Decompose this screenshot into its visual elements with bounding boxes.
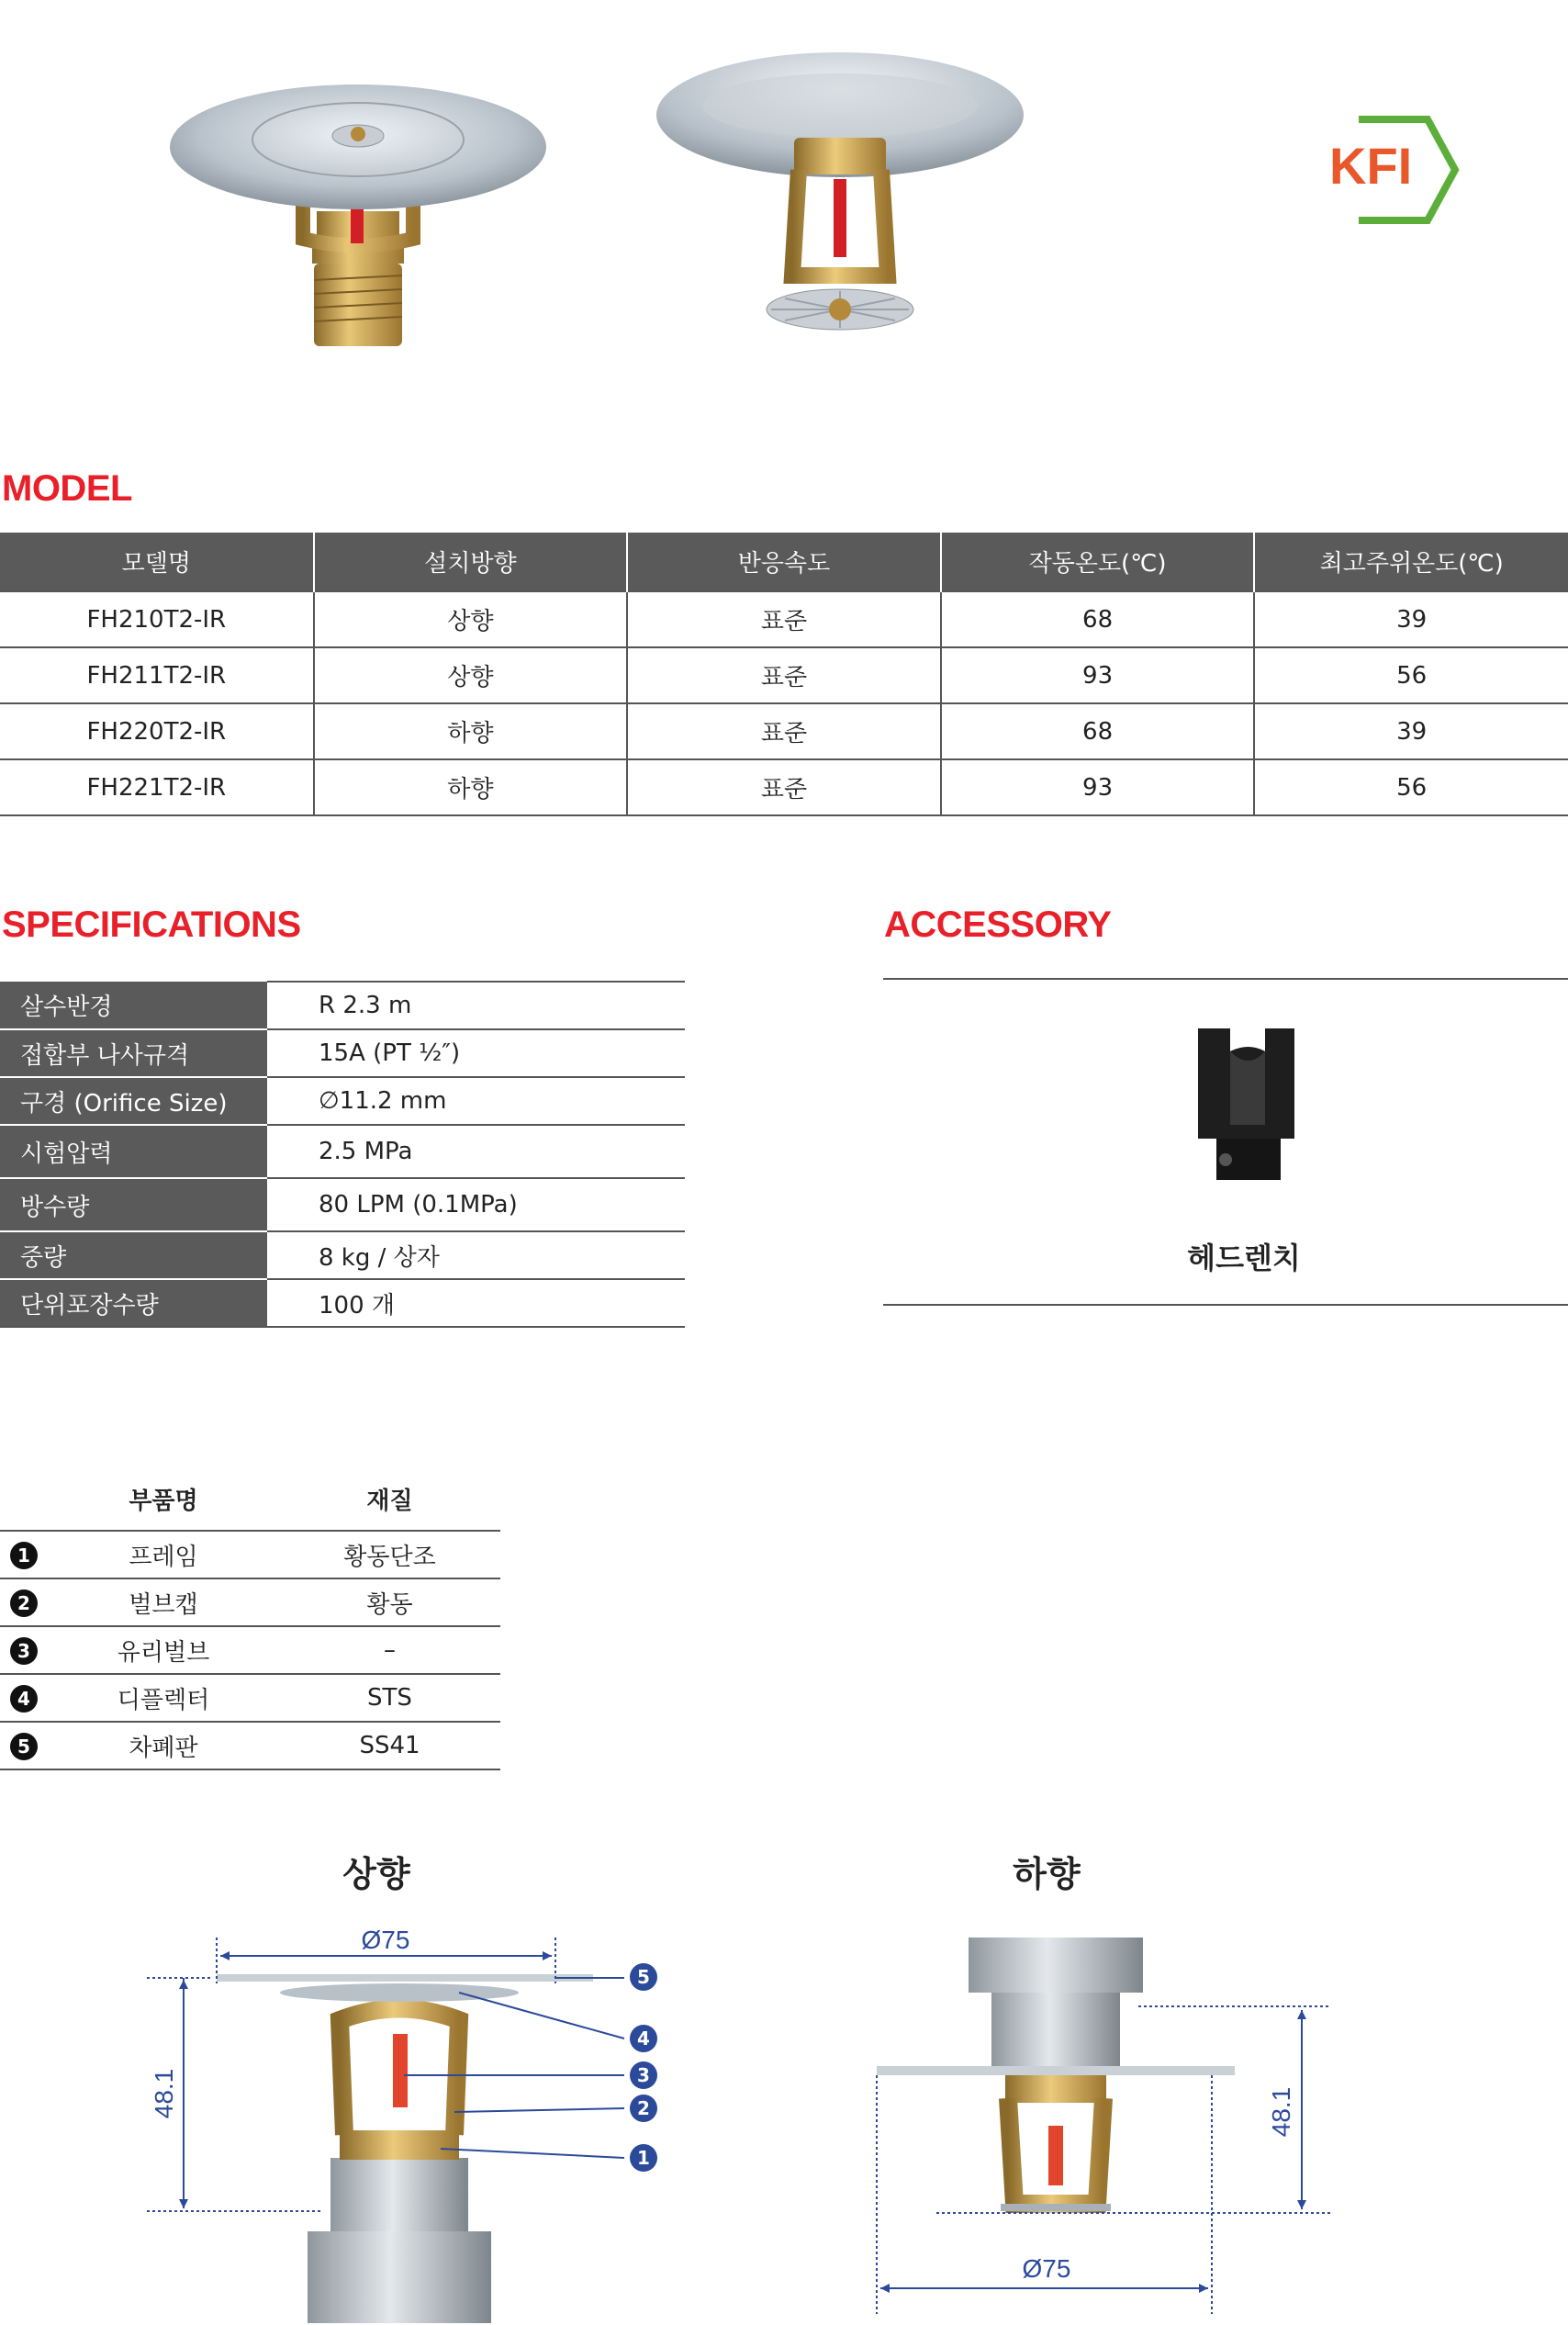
spec-key: 살수반경 bbox=[0, 982, 267, 1029]
callout-badge: 5 bbox=[630, 1963, 657, 1991]
pendent-diagram bbox=[863, 1928, 1340, 2323]
part-name: 벌브캡 bbox=[48, 1578, 279, 1626]
model-table bbox=[0, 533, 1568, 816]
part-number-badge: 3 bbox=[10, 1637, 38, 1665]
table-row bbox=[0, 703, 1568, 759]
model-cell: 표준 bbox=[627, 759, 941, 815]
table-row bbox=[0, 1077, 685, 1125]
callout-badge: 4 bbox=[630, 2025, 657, 2052]
model-cell: 표준 bbox=[627, 647, 941, 703]
table-row bbox=[0, 1029, 685, 1077]
accessory-item-label: 헤드렌치 bbox=[1187, 1241, 1301, 1275]
spec-key: 구경 (Orifice Size) bbox=[0, 1077, 267, 1125]
model-cell: FH210T2-IR bbox=[0, 591, 314, 647]
table-row bbox=[0, 759, 1568, 815]
accessory-bottom-rule bbox=[883, 1304, 1568, 1306]
model-cell: 하향 bbox=[314, 759, 628, 815]
model-cell: 56 bbox=[1254, 759, 1568, 815]
model-cell: 68 bbox=[941, 703, 1255, 759]
model-cell: FH220T2-IR bbox=[0, 703, 314, 759]
model-cell: 56 bbox=[1254, 647, 1568, 703]
part-name: 프레임 bbox=[48, 1531, 279, 1578]
model-cell: 93 bbox=[941, 759, 1255, 815]
part-number-badge: 2 bbox=[10, 1589, 38, 1617]
model-cell: 39 bbox=[1254, 703, 1568, 759]
model-header: 작동온도(℃) bbox=[941, 533, 1255, 591]
upright-sprinkler-photo bbox=[156, 55, 560, 376]
model-header: 설치방향 bbox=[314, 533, 628, 591]
model-cell: 상향 bbox=[314, 591, 628, 647]
model-cell: 표준 bbox=[627, 591, 941, 647]
parts-header: 재질 bbox=[279, 1467, 500, 1531]
pendent-diameter-label: Ø75 bbox=[1022, 2254, 1071, 2283]
accessory-top-rule bbox=[883, 978, 1568, 980]
model-title: MODEL bbox=[2, 468, 132, 509]
model-cell: FH211T2-IR bbox=[0, 647, 314, 703]
spec-key: 중량 bbox=[0, 1231, 267, 1279]
part-name: 차폐판 bbox=[48, 1722, 279, 1769]
part-material: – bbox=[279, 1626, 500, 1674]
upright-diagram bbox=[138, 1928, 689, 2323]
head-wrench-image bbox=[1184, 1024, 1304, 1189]
callout-badge: 2 bbox=[630, 2095, 657, 2122]
table-row bbox=[0, 982, 685, 1029]
spec-value: ∅11.2 mm bbox=[267, 1077, 685, 1125]
part-number-badge: 1 bbox=[10, 1542, 38, 1569]
upright-diagram-title: 상향 bbox=[342, 1854, 410, 1894]
parts-header: 부품명 bbox=[48, 1467, 279, 1531]
part-number-badge: 5 bbox=[10, 1733, 38, 1760]
pendent-diagram-title: 하향 bbox=[1013, 1854, 1081, 1894]
kfi-logo-text: KFI bbox=[1329, 137, 1413, 195]
model-cell: 93 bbox=[941, 647, 1255, 703]
table-row bbox=[0, 1674, 500, 1722]
spec-key: 방수량 bbox=[0, 1178, 267, 1231]
specifications-table bbox=[0, 981, 685, 1328]
table-row bbox=[0, 1279, 685, 1327]
model-cell: FH221T2-IR bbox=[0, 759, 314, 815]
part-name: 유리벌브 bbox=[48, 1626, 279, 1674]
part-material: STS bbox=[279, 1674, 500, 1722]
part-material: 황동단조 bbox=[279, 1531, 500, 1578]
callout-badge: 3 bbox=[630, 2061, 657, 2089]
model-header: 최고주위온도(℃) bbox=[1254, 533, 1568, 591]
model-cell: 표준 bbox=[627, 703, 941, 759]
table-row bbox=[0, 1578, 500, 1626]
part-name: 디플렉터 bbox=[48, 1674, 279, 1722]
upright-height-label: 48.1 bbox=[150, 2068, 178, 2119]
kfi-logo bbox=[1322, 110, 1460, 230]
spec-value: 2.5 MPa bbox=[267, 1125, 685, 1178]
model-cell: 39 bbox=[1254, 591, 1568, 647]
spec-value: 8 kg / 상자 bbox=[267, 1231, 685, 1279]
pendent-height-label: 48.1 bbox=[1267, 2086, 1295, 2138]
model-header: 모델명 bbox=[0, 533, 314, 591]
model-cell: 68 bbox=[941, 591, 1255, 647]
table-row bbox=[0, 591, 1568, 647]
table-row bbox=[0, 1125, 685, 1178]
model-cell: 하향 bbox=[314, 703, 628, 759]
spec-value: R 2.3 m bbox=[267, 982, 685, 1029]
table-row bbox=[0, 1178, 685, 1231]
model-cell: 상향 bbox=[314, 647, 628, 703]
table-row bbox=[0, 1231, 685, 1279]
spec-key: 단위포장수량 bbox=[0, 1279, 267, 1327]
parts-table bbox=[0, 1467, 500, 1770]
upright-diameter-label: Ø75 bbox=[361, 1928, 410, 1954]
table-row bbox=[0, 1722, 500, 1769]
spec-value: 80 LPM (0.1MPa) bbox=[267, 1178, 685, 1231]
spec-key: 시험압력 bbox=[0, 1125, 267, 1178]
specifications-title: SPECIFICATIONS bbox=[2, 904, 301, 945]
spec-key: 접합부 나사규격 bbox=[0, 1029, 267, 1077]
table-row bbox=[0, 1626, 500, 1674]
pendent-sprinkler-photo bbox=[647, 51, 1033, 354]
table-row bbox=[0, 1531, 500, 1578]
callout-badge: 1 bbox=[630, 2144, 657, 2172]
spec-value: 100 개 bbox=[267, 1279, 685, 1327]
part-material: 황동 bbox=[279, 1578, 500, 1626]
part-number-badge: 4 bbox=[10, 1685, 38, 1713]
table-row bbox=[0, 647, 1568, 703]
model-header: 반응속도 bbox=[627, 533, 941, 591]
part-material: SS41 bbox=[279, 1722, 500, 1769]
accessory-title: ACCESSORY bbox=[884, 904, 1112, 945]
spec-value: 15A (PT ½″) bbox=[267, 1029, 685, 1077]
